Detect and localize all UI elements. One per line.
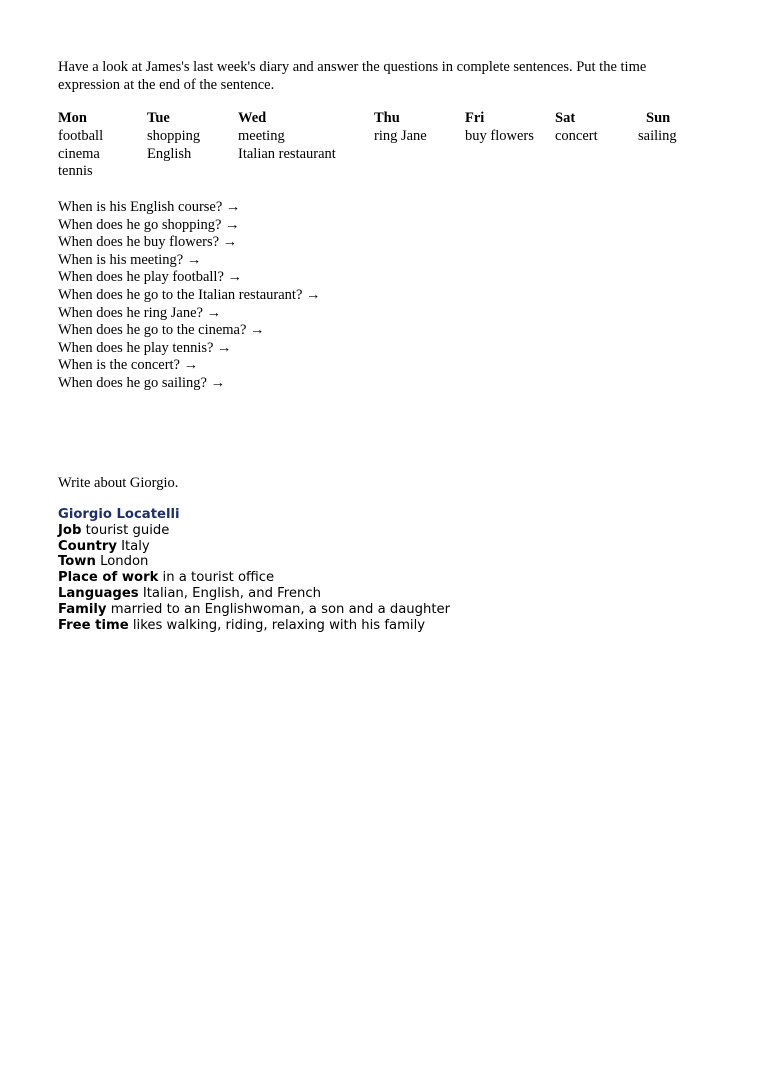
diary-entry: concert — [555, 128, 598, 144]
profile-row-town — [58, 554, 450, 570]
question-item: When does he go shopping? → — [58, 216, 240, 233]
question-item: When does he go to the cinema? → — [58, 322, 265, 339]
question-item: When is his meeting? → — [58, 251, 202, 268]
diary-day-sun — [638, 110, 677, 146]
profile-label: Place of work — [58, 570, 159, 586]
profile-row-place-of-work — [58, 570, 450, 586]
day-header: Wed — [238, 110, 267, 126]
day-header: Mon — [58, 110, 87, 126]
profile-row-job — [58, 523, 450, 539]
diary-day-sat — [555, 110, 598, 146]
profile-name: Giorgio Locatelli — [58, 507, 180, 522]
profile-label: Country — [58, 538, 117, 554]
profile-label: Job — [58, 522, 82, 538]
diary-day-tue — [147, 110, 200, 163]
profile-label: Family — [58, 601, 107, 617]
question-item: When does he play tennis? → — [58, 339, 232, 356]
profile-value: in a tourist office — [162, 570, 275, 586]
question-item: When does he ring Jane? → — [58, 304, 222, 321]
question-item: When does he go to the Italian restaurant? → — [58, 286, 321, 303]
question-item: When does he go sailing? → — [58, 374, 226, 391]
profile-row-languages — [58, 586, 450, 602]
question-item: When is the concert? → — [58, 357, 199, 374]
diary-entry: tennis — [58, 163, 93, 179]
diary-entry: ring Jane — [374, 128, 427, 144]
profile-label: Free time — [58, 617, 129, 633]
diary-entry: English — [147, 145, 192, 162]
diary-day-thu — [374, 110, 427, 146]
diary-entry: shopping — [147, 128, 201, 144]
question-list — [58, 199, 321, 393]
question-item: When does he play football? → — [58, 269, 243, 286]
question-item: When does he buy flowers? → — [58, 234, 238, 251]
question-item: When is his English course? → — [58, 199, 241, 215]
profile-value: tourist guide — [85, 522, 170, 538]
profile-value: likes walking, riding, relaxing with his family — [132, 617, 426, 633]
profile-label: Town — [58, 554, 96, 570]
diary-entry: Italian restaurant — [238, 145, 336, 162]
profile-value: married to an Englishwoman, a son and a daughter — [110, 601, 451, 617]
profile-value: Italian, English, and French — [142, 585, 321, 601]
profile-value: London — [100, 554, 149, 570]
diary-entry: meeting — [238, 128, 285, 144]
diary-entry: buy flowers — [465, 128, 534, 144]
diary-entry: sailing — [638, 128, 677, 144]
day-header: Sat — [555, 110, 576, 126]
diary-entry: cinema — [58, 145, 100, 162]
diary-entry: football — [58, 128, 104, 144]
profile-row-country — [58, 539, 450, 555]
profile-row-family — [58, 602, 450, 618]
profile-card — [58, 507, 450, 633]
day-header: Sun — [646, 110, 671, 126]
write-about-heading: Write about Giorgio. — [58, 475, 179, 491]
diary-day-fri — [465, 110, 534, 146]
instructions-text: Have a look at James's last week's diary and answer the questions in complete sentences. Put the time expression at the end of the sentence. — [58, 59, 647, 93]
day-header: Tue — [147, 110, 170, 126]
diary-day-mon — [58, 110, 103, 181]
day-header: Thu — [374, 110, 400, 126]
profile-label: Languages — [58, 585, 139, 601]
diary-table — [58, 110, 698, 184]
profile-row-free-time — [58, 618, 450, 634]
day-header: Fri — [465, 110, 485, 126]
profile-value: Italy — [121, 538, 150, 554]
diary-day-wed — [238, 110, 336, 163]
